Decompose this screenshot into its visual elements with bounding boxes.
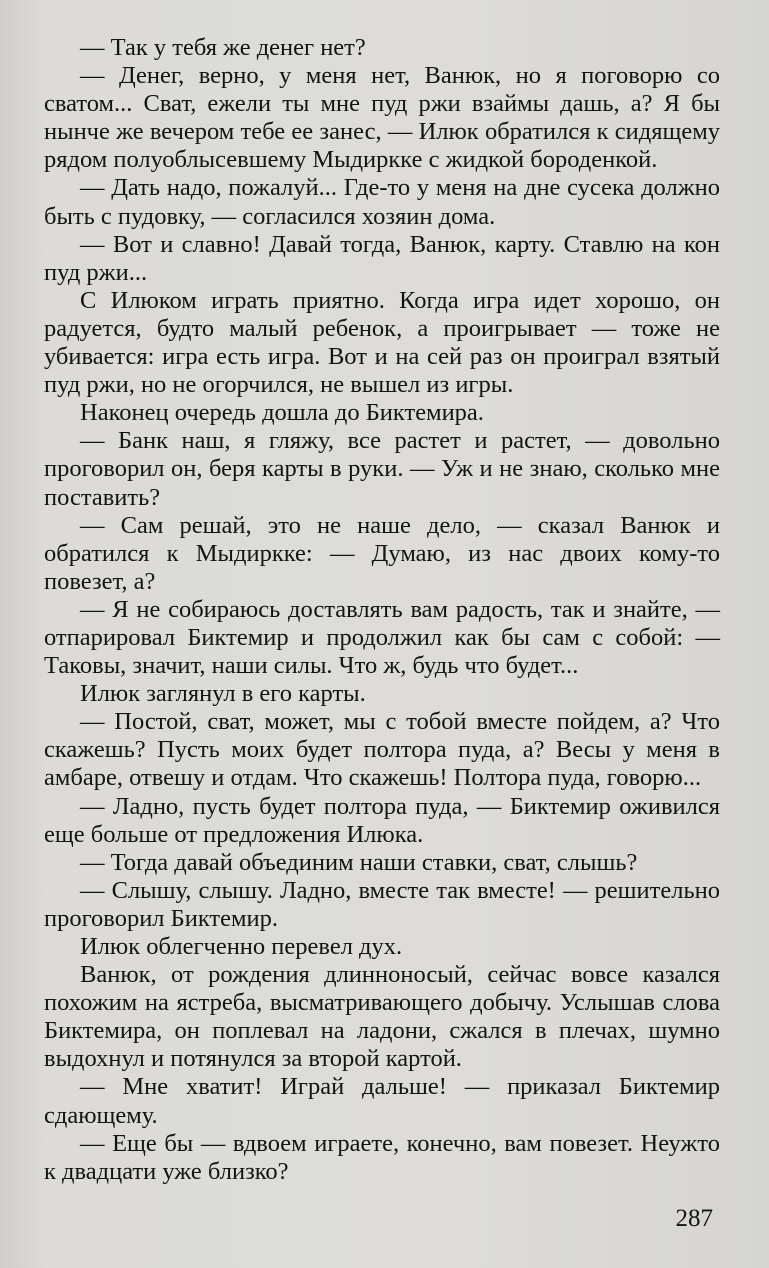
paragraph: Илюк облегченно перевел дух. bbox=[80, 933, 403, 960]
paragraph: С Илюком играть приятно. Когда игра идет хорошо, он радуется, будто малый ребенок, а проигрывает — тоже не убивается: игра есть игра. Вот и на сей раз он проиграл взятый пуд ржи, но не огорчился, не вышел из игры. bbox=[44, 286, 720, 399]
paragraph: — Постой, сват, может, мы с тобой вместе пойдем, а? Что скажешь? Пусть моих будет полтора пуда, а? Весы у меня в амбаре, отвешу и отдам. Что скажешь! Полтора пуда, говорю... bbox=[44, 708, 720, 792]
paragraph: — Сам решай, это не наше дело, — сказал Ванюк и обратился к Мыдиркке: — Думаю, из нас двоих кому-то повезет, а? bbox=[44, 511, 720, 595]
paragraph: — Денег, верно, у меня нет, Ванюк, но я поговорю со сватом... Сват, ежели ты мне пуд ржи взаймы дашь, а? Я бы нынче же вечером тебе ее занес, — Илюк обратился к сидящему рядом полуоблысевшему Мыдиркке с жидкой бороденкой. bbox=[44, 62, 720, 174]
page-text bbox=[44, 34, 720, 1186]
paragraph: — Вот и славно! Давай тогда, Ванюк, карту. Ставлю на кон пуд ржи... bbox=[44, 230, 720, 286]
paragraph: — Дать надо, пожалуй... Где-то у меня на дне сусека должно быть с пудовку, — согласился хозяин дома. bbox=[44, 174, 720, 230]
paragraph: Ванюк, от рождения длинноносый, сейчас вовсе казался похожим на ястреба, высматривающего добычу. Услышав слова Биктемира, он поплевал на ладони, сжался в плечах, шумно выдохнул и потянулся за второй картой. bbox=[44, 961, 720, 1073]
paragraph: — Так у тебя же денег нет? bbox=[80, 34, 366, 61]
paragraph: — Банк наш, я гляжу, все растет и растет, — довольно проговорил он, беря карты в руки. — Уж и не знаю, сколько мне поставить? bbox=[44, 427, 720, 511]
paragraph: — Ладно, пусть будет полтора пуда, — Биктемир оживился еще больше от предложения Илюка. bbox=[44, 792, 720, 848]
paragraph: — Я не собираюсь доставлять вам радость, так и знайте, — отпарировал Биктемир и продолжил как бы сам с собой: — Таковы, значит, наши силы. Что ж, будь что будет... bbox=[44, 595, 720, 680]
paragraph: — Еще бы — вдвоем играете, конечно, вам повезет. Неужто к двадцати уже близко? bbox=[44, 1129, 720, 1185]
paragraph: — Тогда давай объединим наши ставки, сват, слышь? bbox=[80, 848, 638, 876]
paragraph: Наконец очередь дошла до Биктемира. bbox=[80, 399, 484, 427]
paragraph: — Мне хватит! Играй дальше! — приказал Биктемир сдающему. bbox=[44, 1073, 720, 1129]
page-number: 287 bbox=[675, 1205, 713, 1232]
paragraph: — Слышу, слышу. Ладно, вместе так вместе! — решительно проговорил Биктемир. bbox=[44, 876, 720, 932]
paragraph: Илюк заглянул в его карты. bbox=[80, 680, 366, 708]
